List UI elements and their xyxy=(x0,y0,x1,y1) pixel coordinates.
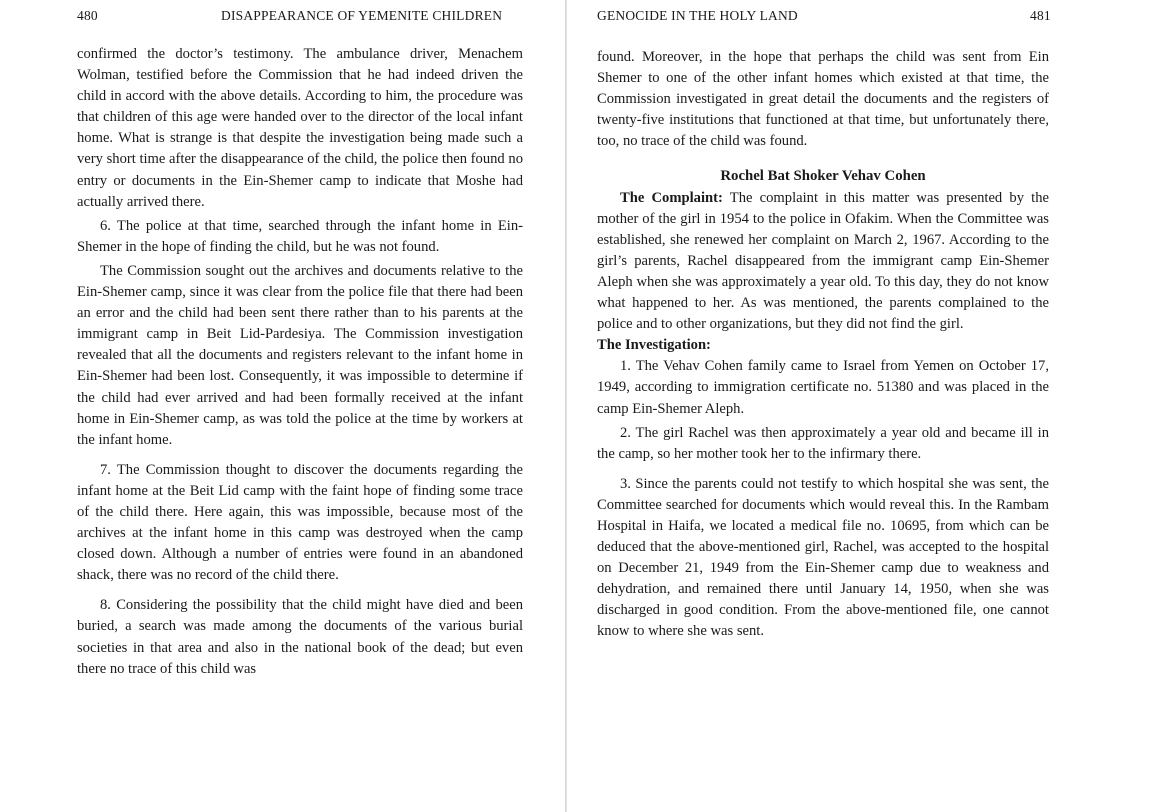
right-page-number: 481 xyxy=(1030,8,1051,23)
left-page xyxy=(0,0,566,812)
right-page xyxy=(567,0,1157,812)
complaint-label: The Complaint: xyxy=(620,189,723,206)
investigation-item-3: 3. Since the parents could not testify to which hospital she was sent, the Committee searched for documents which would reveal this. In the Rambam Hospital in Haifa, we located a medical file no. 10695, from which can be deduced that the above-mentioned girl, Rachel, was accepted to the hospital on December 21, 1949 from the Ein-Shemer camp due to weakness and dehydration, and remained there until January 14, 1950, when she was discharged in good condition. From the above-mentioned file, one cannot know to where she was sent. xyxy=(597,475,1049,640)
right-text-column xyxy=(597,47,1049,643)
left-text-column xyxy=(77,44,523,680)
complaint-text: The complaint in this matter was presented by the mother of the girl in 1954 to the police in Ofakim. When the Committee was established, she renewed her complaint on March 2, 1967. According to the girl’s parents, Rachel disappeared from the immigrant camp Ein-Shemer Aleph when she was approximately a year old. To this day, they do not know what happened to her. As was mentioned, the parents complained to the police and to other organizations, but they did not find the girl. xyxy=(597,189,1049,333)
investigation-heading: The Investigation: xyxy=(597,337,711,354)
left-paragraph-4: 7. The Commission thought to discover the documents regarding the infant home at the Beit Lid camp with the faint hope of finding some trace of the child there. Here again, this was impossible, because most of the archives at the infant home in this camp was destroyed when the camp closed down. Although a number of entries were found in an abandoned shack, there was no record of the child there. xyxy=(77,461,523,584)
complaint-paragraph xyxy=(597,188,1049,336)
section-heading: Rochel Bat Shoker Vehav Cohen xyxy=(720,168,926,185)
left-page-number: 480 xyxy=(77,8,98,23)
left-paragraph-2: 6. The police at that time, searched through the infant home in Ein-Shemer in the hope of finding the child, but he was not found. xyxy=(77,217,523,255)
investigation-item-1: 1. The Vehav Cohen family came to Israel from Yemen on October 17, 1949, according to immigration certificate no. 51380 and was placed in the camp Ein-Shemer Aleph. xyxy=(597,358,1049,417)
right-running-head: GENOCIDE IN THE HOLY LAND xyxy=(597,8,798,23)
left-paragraph-3: The Commission sought out the archives and documents relative to the Ein-Shemer camp, since it was clear from the police file that there had been an error and the child had been sent there rather than to his parents at the immigrant camp in Beit Lid-Pardesiya. The Commission investigation revealed that all the documents and registers relevant to the infant home in Ein-Shemer had been lost. Consequently, it was impossible to determine if the child had ever arrived and had been formally received at the infant home in Ein-Shemer camp, as was told the police at the time by workers at the infant home. xyxy=(77,262,523,448)
left-running-head: DISAPPEARANCE OF YEMENITE CHILDREN xyxy=(221,8,503,23)
left-paragraph-1: confirmed the doctor’s testimony. The ambulance driver, Menachem Wolman, testified before the Commission that he had indeed driven the child in accord with the above details. According to him, the procedure was that children of this age were handed over to the director of the local infant home. What is strange is that despite the investigation being made such a very short time after the disappearance of the child, the police then found no entry or documents in the Ein-Shemer camp to indicate that Moshe had actually arrived there. xyxy=(77,46,523,210)
left-paragraph-5: 8. Considering the possibility that the child might have died and been buried, a search was made among the documents of the various burial societies in that area and also in the national book of the dead; but even there no trace of this child was xyxy=(77,597,523,677)
investigation-item-2: 2. The girl Rachel was then approximately a year old and became ill in the camp, so her mother took her to the infirmary there. xyxy=(597,424,1049,462)
right-continuation-paragraph: found. Moreover, in the hope that perhaps the child was sent from Ein Shemer to one of the other infant homes which existed at that time, the Commission investigated in great detail the documents and the registers of twenty-five institutions that functioned at that time, but unfortunately there, too, no trace of the child was found. xyxy=(597,49,1049,150)
